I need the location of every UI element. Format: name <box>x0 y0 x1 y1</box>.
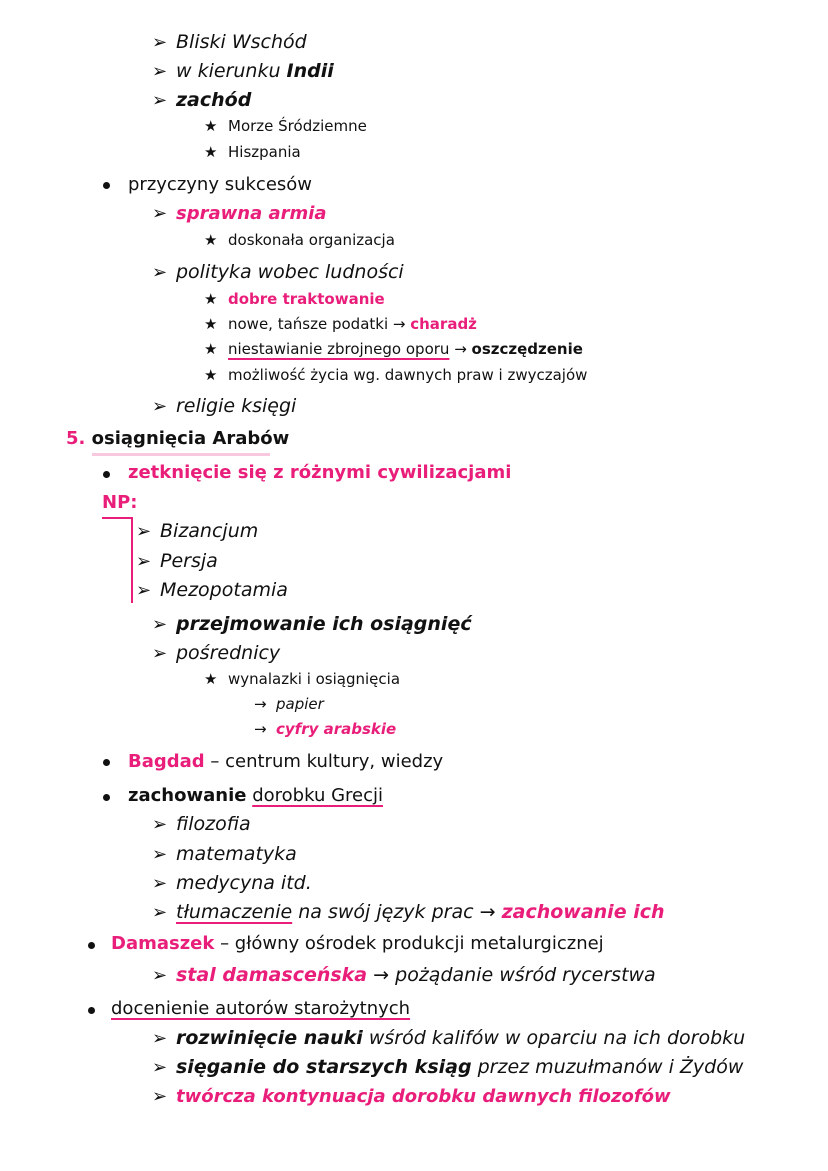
bracket-line <box>131 517 133 603</box>
policy-good: ★ dobre traktowanie <box>204 290 385 308</box>
baghdad-item: Bagdad – centrum kultury, wiedzy <box>128 751 444 772</box>
adoption-item: ➢ przejmowanie ich osiągnięć <box>152 613 472 635</box>
translation-item: ➢ tłumaczenie na swój język prac → zachowanie ich <box>152 901 665 923</box>
greek-item: zachowanie dorobku Grecji <box>128 785 383 806</box>
army-item: ➢ sprawna armia <box>152 203 327 224</box>
civilization-item: ➢ Mezopotamia <box>136 579 288 601</box>
section-heading: 5. osiągnięcia Arabów <box>66 428 290 449</box>
inventions-item: ★ wynalazki i osiągnięcia <box>204 670 401 688</box>
civilization-item: ➢ Bizancjum <box>136 520 259 542</box>
direction-item: ➢ w kierunku Indii <box>152 60 334 82</box>
greek-sub: ➢ filozofia <box>152 813 251 835</box>
policy-old-laws: ★ możliwość życia wg. dawnych praw i zwyczajów <box>204 366 588 384</box>
greek-sub: ➢ matematyka <box>152 843 297 865</box>
success-heading: przyczyny sukcesów <box>128 174 312 195</box>
invention-sub: → cyfry arabskie <box>254 720 397 738</box>
direction-item: ➢ zachód <box>152 89 252 111</box>
religions-item: ➢ religie księgi <box>152 395 297 417</box>
west-item: ★ Hiszpania <box>204 143 301 161</box>
invention-sub: → papier <box>254 695 324 713</box>
bullet <box>103 794 110 801</box>
policy-no-resistance: ★ niestawianie zbrojnego oporu → oszczędzenie <box>204 340 583 358</box>
west-item: ★ Morze Śródziemne <box>204 117 367 135</box>
policy-item: ➢ polityka wobec ludności <box>152 261 404 283</box>
greek-sub: ➢ medycyna itd. <box>152 872 312 894</box>
np-label: NP: <box>102 492 138 513</box>
bullet <box>103 759 110 766</box>
science-item: ➢ rozwinięcie nauki wśród kalifów w oparciu na ich dorobku <box>152 1027 746 1049</box>
bullet <box>103 182 110 189</box>
bullet <box>88 942 95 949</box>
bracket-top <box>102 517 132 519</box>
heading-underline <box>92 453 270 456</box>
books-item: ➢ sięganie do starszych ksiąg przez muzułmanów i Żydów <box>152 1056 744 1078</box>
policy-taxes: ★ nowe, tańsze podatki → charadż <box>204 315 477 333</box>
ancient-authors-item: docenienie autorów starożytnych <box>111 998 411 1019</box>
contact-item: zetknięcie się z różnymi cywilizacjami <box>128 462 512 483</box>
damascus-steel-item: ➢ stal damasceńska → pożądanie wśród rycerstwa <box>152 964 656 986</box>
creative-item: ➢ twórcza kontynuacja dorobku dawnych filozofów <box>152 1086 671 1107</box>
damascus-item: Damaszek – główny ośrodek produkcji metalurgicznej <box>111 933 604 954</box>
army-detail: ★ doskonała organizacja <box>204 231 395 249</box>
direction-item: ➢ Bliski Wschód <box>152 31 307 53</box>
bullet <box>103 471 110 478</box>
civilization-item: ➢ Persja <box>136 550 218 572</box>
intermediaries-item: ➢ pośrednicy <box>152 642 281 664</box>
bullet <box>88 1007 95 1014</box>
